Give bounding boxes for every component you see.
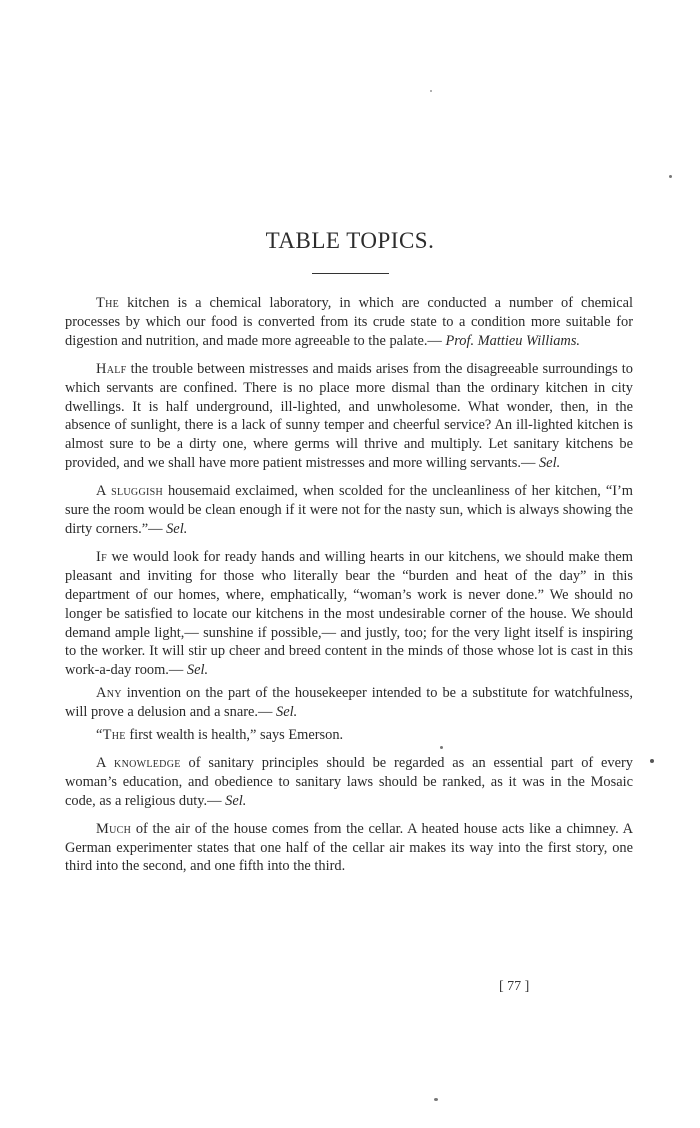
- paragraph-lead: Half: [96, 360, 127, 377]
- article-body: [65, 294, 633, 885]
- ink-speck: [430, 90, 432, 92]
- paragraph-source: Sel.: [166, 520, 188, 537]
- paragraph-lead: Much: [96, 820, 132, 837]
- paragraph-lead: A sluggish: [96, 483, 163, 500]
- paragraph-text: the trouble between mistresses and maids arises from the disagreeable surroundings to which servants are confined. There is no place more dismal than the ordinary kitchen in city dwellings. It is half underground, ill-lighted, and unwholesome. What wonder, then, in the absence of sunlight, there is a lack of sunny temper and cheerful service? An ill-lighted kitchen is almost sure to be a dirty one, where germs will thrive and multiply. Let sanitary kitchens be provided, and we shall have more patient mistresses and more willing servants.—: [65, 360, 633, 472]
- ink-speck: [650, 759, 654, 763]
- paragraph-emerson-quote: [65, 726, 633, 745]
- paragraph-lead: If: [96, 548, 107, 565]
- paragraph-mistresses-maids: [65, 360, 633, 473]
- paragraph-source: Sel.: [276, 704, 298, 721]
- paragraph-sanitary-knowledge: [65, 754, 633, 811]
- paragraph-source: Sel.: [186, 662, 209, 679]
- paragraph-lead: The: [96, 295, 120, 311]
- paragraph-text: invention on the part of the housekeeper intended to be a substitute for watchfulness, will prove a delusion and a snare.—: [65, 685, 633, 721]
- paragraph-text: of the air of the house comes from the cellar. A heated house acts like a chimney. A German experimenter states that one half of the cellar air makes its way into the first story, one third into the second, and one fifth into the third.: [65, 820, 633, 875]
- ink-speck: [434, 1098, 438, 1101]
- paragraph-text: kitchen is a chemical laboratory, in which are conducted a number of chemical processes by which our food is converted from its crude state to a condition more suitable for digestion and nutrition, and made more agreeable to the palate.—: [65, 295, 633, 349]
- paragraph-source: Sel.: [225, 792, 247, 809]
- paragraph-lead: Any: [96, 685, 122, 702]
- paragraph-lead: A knowledge: [96, 754, 181, 771]
- paragraph-sluggish-housemaid: [65, 482, 633, 539]
- paragraph-source: Prof. Mattieu Williams.: [445, 332, 581, 349]
- paragraph-ready-hands: [65, 548, 633, 680]
- ink-speck: [440, 746, 443, 749]
- paragraph-invention: [65, 684, 633, 722]
- ink-speck: [669, 175, 672, 178]
- paragraph-text: housemaid exclaimed, when scolded for the uncleanliness of her kitchen, “I’m sure the room would be clean enough if it were not for the nasty sun, which is always showing the dirty corners.”—: [65, 483, 633, 537]
- paragraph-kitchen-laboratory: [65, 294, 633, 351]
- page-title: TABLE TOPICS.: [265, 228, 435, 253]
- paragraph-text: of sanitary principles should be regarded as an essential part of every woman’s education, and obedience to sanitary laws should be ranked, as it was in the Mosaic code, as a religious duty.—: [65, 754, 633, 809]
- paragraph-text: first wealth is health,” says Emerson.: [125, 727, 344, 744]
- page-number: [ 77 ]: [499, 979, 530, 994]
- paragraph-source: Sel.: [538, 455, 561, 472]
- paragraph-lead: “The: [96, 727, 126, 744]
- title-rule: [312, 273, 389, 274]
- paragraph-text: we would look for ready hands and willing hearts in our kitchens, we should make them pleasant and inviting for those who literally bear the “burden and heat of the day” in this department of our homes, where, emphatically, “woman’s work is never done.” We should no longer be satisfied to locate our kitchens in the most undesirable corner of the house. We should demand ample light,— sunshine if possible,— and justly, too; for the very light itself is inspiring to the worker. It will stir up cheer and breed content in the minds of those whose lot is cast in this work-a-day room.—: [65, 548, 633, 679]
- paragraph-cellar-air: [65, 820, 633, 877]
